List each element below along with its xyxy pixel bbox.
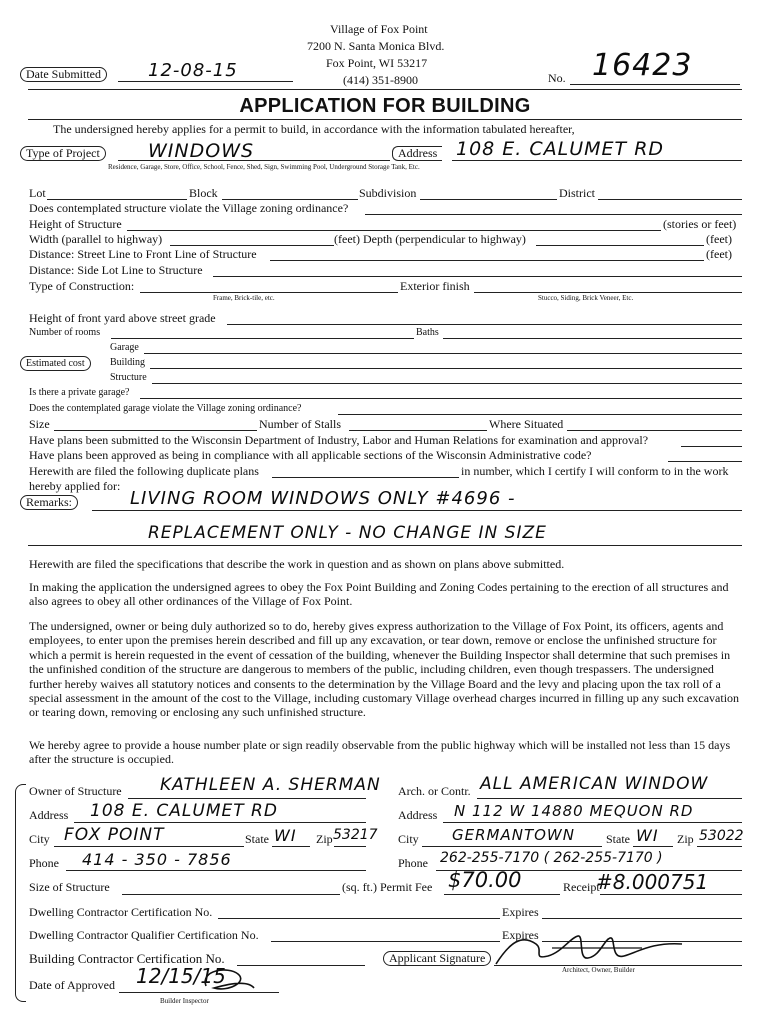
permit-fee-label: (sq. ft.) Permit Fee bbox=[342, 880, 433, 894]
structure-cost-label: Structure bbox=[110, 372, 147, 383]
date-approved-value[interactable]: 12/15/15 bbox=[136, 964, 226, 988]
depth-line[interactable] bbox=[536, 245, 704, 246]
authorization-paragraph: The undersigned, owner or being duly authorized so to do, hereby gives express authorization to the Village of Fox Point, its officers, agents and employees, to enter upon the premises herein described and fill up any excavation, or tear down, remove or enclose the unfinished structure for which a permit is herein requested in the event of cessation of the building, whenever the Building Inspector shall determine that such premises in the unfinished condition of the structure are dangerous to members of the public, including children, even though trespassers. The undersigned further hereby waives all statutory notices and consents to the determination by the Village Board and the levy and placing upon the tax roll of a special assessment in the amount of the cost to the Village, including customary Village overhead charges incurred in filling up any such excavation or tearing down, removing or enclosing any such unfinished structure. bbox=[29, 619, 740, 720]
project-address-value[interactable]: 108 E. CALUMET RD bbox=[456, 138, 665, 160]
specifications-paragraph: Herewith are filed the specifications that describe the work in question and as shown on plans above submitted. bbox=[29, 557, 565, 571]
owner-zip-line bbox=[334, 846, 366, 847]
owner-phone-label: Phone bbox=[29, 856, 59, 870]
no-line bbox=[570, 84, 740, 85]
width-line[interactable] bbox=[170, 245, 334, 246]
construction-hint: Frame, Brick-tile, etc. bbox=[213, 294, 275, 302]
receipt-line bbox=[600, 894, 742, 895]
plans-submitted-label: Have plans been submitted to the Wisconsin Department of Industry, Labor and Human Relations for examination and approval? bbox=[29, 433, 649, 447]
remarks-line-1 bbox=[92, 510, 742, 511]
owner-zip-value[interactable]: 53217 bbox=[333, 827, 378, 843]
contractor-city-line bbox=[422, 846, 602, 847]
plans-approved-line[interactable] bbox=[668, 461, 742, 462]
garage-cost-line[interactable] bbox=[144, 353, 742, 354]
owner-city-line bbox=[54, 846, 244, 847]
duplicate-plans-label: Herewith are filed the following duplicate plans bbox=[29, 464, 259, 478]
garage-zoning-line[interactable] bbox=[338, 414, 742, 415]
owner-value[interactable]: KATHLEEN A. SHERMAN bbox=[160, 775, 381, 795]
type-of-project-label: Type of Project bbox=[20, 146, 106, 161]
private-garage-line[interactable] bbox=[140, 398, 742, 399]
front-yard-line[interactable] bbox=[227, 324, 742, 325]
owner-state-label: State bbox=[245, 832, 269, 846]
rooms-line[interactable] bbox=[111, 338, 414, 339]
contractor-zip-label: Zip bbox=[677, 832, 694, 846]
exterior-hint: Stucco, Siding, Brick Veneer, Etc. bbox=[538, 294, 634, 302]
garage-zoning-label: Does the contemplated garage violate the Village zoning ordinance? bbox=[29, 403, 302, 414]
exterior-label: Exterior finish bbox=[400, 279, 470, 293]
owner-address-value[interactable]: 108 E. CALUMET RD bbox=[90, 801, 278, 821]
receipt-label: Receipt bbox=[563, 880, 600, 894]
owner-city-value[interactable]: FOX POINT bbox=[64, 825, 165, 845]
dwelling-qual-line[interactable] bbox=[271, 941, 500, 942]
contractor-zip-line bbox=[697, 846, 742, 847]
owner-phone-value[interactable]: 414 - 350 - 7856 bbox=[82, 850, 232, 869]
size-of-structure-line[interactable] bbox=[122, 894, 340, 895]
contractor-value[interactable]: ALL AMERICAN WINDOW bbox=[480, 774, 709, 794]
zoning-question: Does contemplated structure violate the Village zoning ordinance? bbox=[29, 201, 349, 215]
remarks-value-1[interactable]: LIVING ROOM WINDOWS ONLY #4696 - bbox=[130, 488, 516, 509]
receipt-value[interactable]: #8.000751 bbox=[596, 870, 709, 894]
street-line-unit: (feet) bbox=[706, 247, 732, 261]
subdivision-line[interactable] bbox=[420, 199, 557, 200]
contractor-address-label: Address bbox=[398, 808, 438, 822]
village-phone: (414) 351-8900 bbox=[343, 73, 418, 87]
title-rule bbox=[28, 119, 742, 120]
owner-phone-line bbox=[66, 870, 366, 871]
type-of-project-value[interactable]: WINDOWS bbox=[148, 140, 255, 162]
street-line-line[interactable] bbox=[270, 260, 704, 261]
contractor-phone-label: Phone bbox=[398, 856, 428, 870]
owner-city-label: City bbox=[29, 832, 50, 846]
size-line[interactable] bbox=[54, 430, 257, 431]
construction-line[interactable] bbox=[140, 292, 398, 293]
district-label: District bbox=[559, 186, 595, 200]
building-cost-line[interactable] bbox=[150, 368, 742, 369]
village-name: Village of Fox Point bbox=[330, 22, 428, 36]
lot-line[interactable] bbox=[47, 199, 187, 200]
building-cert-label: Building Contractor Certification No. bbox=[29, 951, 225, 966]
village-address: 7200 N. Santa Monica Blvd. bbox=[307, 39, 445, 53]
date-submitted-line bbox=[118, 81, 293, 82]
page-title: APPLICATION FOR BUILDING bbox=[239, 95, 531, 117]
side-line-label: Distance: Side Lot Line to Structure bbox=[29, 263, 203, 277]
intro-text: The undersigned hereby applies for a permit to build, in accordance with the information tabulated hereafter, bbox=[53, 122, 575, 136]
lot-label: Lot bbox=[29, 186, 46, 200]
size-of-structure-label: Size of Structure bbox=[29, 880, 110, 894]
contractor-state-value[interactable]: WI bbox=[636, 826, 659, 845]
remarks-label: Remarks: bbox=[20, 495, 78, 510]
no-label: No. bbox=[548, 71, 566, 85]
owner-address-label: Address bbox=[29, 808, 69, 822]
date-submitted-label: Date Submitted bbox=[20, 67, 107, 82]
dwelling-cert-label: Dwelling Contractor Certification No. bbox=[29, 905, 213, 919]
address-label: Address bbox=[392, 146, 442, 161]
rooms-label: Number of rooms bbox=[29, 327, 101, 338]
estimated-cost-label: Estimated cost bbox=[20, 356, 91, 371]
owner-state-line bbox=[272, 846, 310, 847]
contractor-state-line bbox=[633, 846, 673, 847]
remarks-line-2 bbox=[28, 545, 742, 546]
dwelling-expires-line[interactable] bbox=[542, 918, 742, 919]
structure-cost-line[interactable] bbox=[152, 383, 742, 384]
height-line[interactable] bbox=[127, 230, 661, 231]
permit-fee-value[interactable]: $70.00 bbox=[448, 868, 522, 892]
street-line-label: Distance: Street Line to Front Line of Structure bbox=[29, 247, 257, 261]
owner-line bbox=[128, 798, 366, 799]
house-number-paragraph: We hereby agree to provide a house number plate or sign readily observable from the public highway which will be installed not less than 15 days after the structure is occupied. bbox=[29, 738, 731, 767]
subdivision-label: Subdivision bbox=[359, 186, 417, 200]
side-line-line[interactable] bbox=[213, 276, 742, 277]
building-cost-label: Building bbox=[110, 357, 146, 368]
header-rule bbox=[28, 89, 742, 90]
applicant-signature-icon bbox=[492, 930, 692, 970]
front-yard-label: Height of front yard above street grade bbox=[29, 311, 216, 325]
contractor-address-line bbox=[443, 822, 742, 823]
duplicate-plans-line[interactable] bbox=[272, 477, 459, 478]
baths-line[interactable] bbox=[443, 338, 742, 339]
permit-fee-line bbox=[444, 894, 560, 895]
dwelling-qual-label: Dwelling Contractor Qualifier Certification No. bbox=[29, 928, 259, 942]
district-line[interactable] bbox=[598, 199, 742, 200]
owner-bracket bbox=[15, 784, 26, 1002]
owner-state-value[interactable]: WI bbox=[274, 826, 297, 845]
address-line bbox=[452, 160, 742, 161]
contractor-state-label: State bbox=[606, 832, 630, 846]
permit-number: 16423 bbox=[592, 48, 693, 83]
width-label: Width (parallel to highway) bbox=[29, 232, 163, 246]
qual-expires-label: Expires bbox=[502, 928, 539, 942]
contractor-zip-value[interactable]: 53022 bbox=[699, 828, 744, 844]
inspector-initials-icon bbox=[198, 964, 258, 996]
applicant-signature-label: Applicant Signature bbox=[383, 951, 491, 966]
contractor-address-value[interactable]: N 112 W 14880 MEQUON RD bbox=[454, 802, 694, 820]
signature-role: Architect, Owner, Builder bbox=[562, 966, 635, 974]
garage-cost-label: Garage bbox=[110, 342, 139, 353]
stalls-label: Number of Stalls bbox=[259, 417, 341, 431]
plans-approved-label: Have plans been approved as being in compliance with all applicable sections of the Wisconsin Administrative code? bbox=[29, 448, 592, 462]
contractor-line bbox=[477, 798, 742, 799]
size-label: Size bbox=[29, 417, 50, 431]
where-label: Where Situated bbox=[489, 417, 564, 431]
contractor-city-label: City bbox=[398, 832, 419, 846]
depth-unit: (feet) bbox=[706, 232, 732, 246]
village-city: Fox Point, WI 53217 bbox=[326, 56, 428, 70]
contractor-label: Arch. or Contr. bbox=[398, 784, 471, 798]
plans-submitted-line[interactable] bbox=[681, 446, 742, 447]
depth-label: (feet) Depth (perpendicular to highway) bbox=[334, 232, 526, 246]
applied-for-label: hereby applied for: bbox=[29, 479, 121, 493]
duplicate-plans-tail: in number, which I certify I will conform to in the work bbox=[461, 464, 729, 478]
baths-label: Baths bbox=[416, 327, 439, 338]
date-approved-label: Date of Approved bbox=[29, 978, 115, 992]
contractor-phone-value[interactable]: 262-255-7170 ( 262-255-7170 ) bbox=[440, 850, 663, 866]
remarks-value-2[interactable]: REPLACEMENT ONLY - NO CHANGE IN SIZE bbox=[148, 523, 547, 543]
block-line[interactable] bbox=[222, 199, 358, 200]
owner-zip-label: Zip bbox=[316, 832, 333, 846]
owner-label: Owner of Structure bbox=[29, 784, 122, 798]
height-unit: (stories or feet) bbox=[663, 217, 737, 231]
date-submitted-value[interactable]: 12-08-15 bbox=[148, 60, 238, 81]
exterior-line[interactable] bbox=[474, 292, 742, 293]
dwelling-expires-label: Expires bbox=[502, 905, 539, 919]
obey-codes-paragraph: In making the application the undersigned agrees to obey the Fox Point Building and Zoning Codes pertaining to the erection of all structures and also agrees to obey all other ordinances of the Village of Fox Point. bbox=[29, 580, 729, 609]
project-type-hint: Residence, Garage, Store, Office, School, Fence, Shed, Sign, Swimming Pool, Underground Storage Tank, Etc. bbox=[108, 163, 420, 171]
zoning-line[interactable] bbox=[365, 214, 742, 215]
where-line[interactable] bbox=[567, 430, 742, 431]
height-label: Height of Structure bbox=[29, 217, 122, 231]
contractor-city-value[interactable]: GERMANTOWN bbox=[452, 826, 575, 844]
builder-inspector-label: Builder Inspector bbox=[160, 997, 209, 1005]
block-label: Block bbox=[189, 186, 218, 200]
stalls-line[interactable] bbox=[349, 430, 487, 431]
private-garage-label: Is there a private garage? bbox=[29, 387, 130, 398]
dwelling-cert-line[interactable] bbox=[218, 918, 500, 919]
construction-label: Type of Construction: bbox=[29, 279, 135, 293]
owner-address-line bbox=[74, 822, 366, 823]
